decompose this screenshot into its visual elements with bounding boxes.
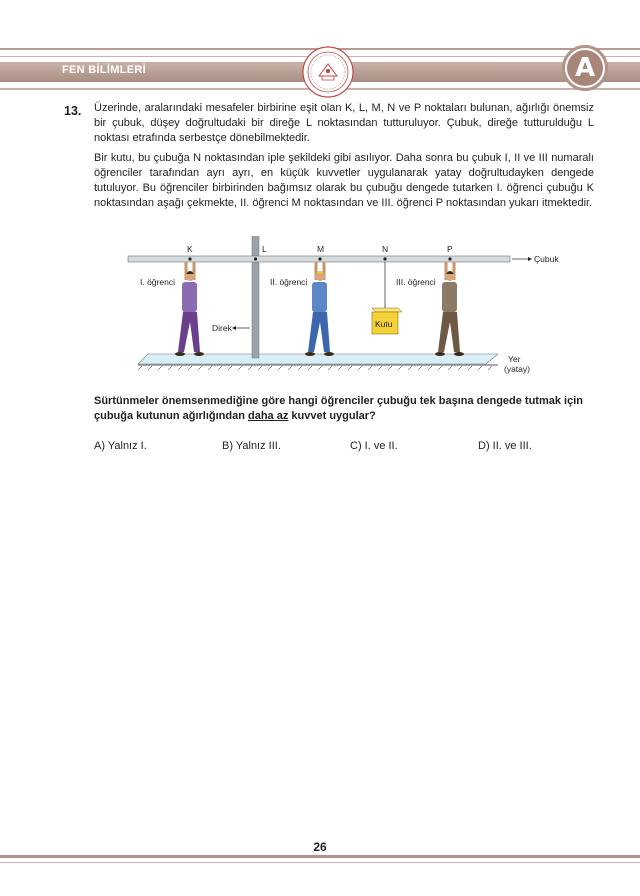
question-number: 13. <box>64 104 82 118</box>
box-top <box>372 308 402 312</box>
point-p-label: P <box>447 244 453 254</box>
booklet-letter: A <box>567 50 603 86</box>
option-a[interactable]: A) Yalnız I. <box>94 440 147 452</box>
question-paragraph-2: Bir kutu, bu çubuğa N noktasından iple şekildeki gibi asılıyor. Daha sonra bu çubuk I, II ve III numaralı öğrenciler tarafından ayrı ayrı, en küçük kuvvetler uygulanarak yatay doğrultudayken dengede tutuluyor. Bu öğrenciler birbirinden bağımsız olarak bu çubuğu dengede tutarken I. öğrenci çubuğu K noktasından aşağı çekmekte, II. öğrenci M noktasından ve III. öğrenci P noktasından yukarı itmektedir. <box>94 152 594 209</box>
rod-label: Çubuk <box>534 254 559 264</box>
box-label: Kutu <box>375 319 393 329</box>
student-3-figure <box>435 262 464 356</box>
point-n-label: N <box>382 244 389 254</box>
prompt-underlined: daha az <box>248 410 289 422</box>
question-paragraph-1: Üzerinde, aralarındaki mesafeler birbirine eşit olan K, L, M, N ve P noktaları bulunan, ağırlığı önemsiz bir çubuk, düşey doğrultudaki bir direğe L noktasından tutturuluyor. Çubuk, direğe tutturulduğu L noktası etrafında serbestçe dönebilmektedir. <box>94 102 594 144</box>
prompt-text-before: Sürtünmeler önemsenmediğine göre hangi öğrenciler çubuğu tek başına dengede tutmak için çubuğa kutunun ağırlığından <box>94 395 583 422</box>
ground-plane <box>138 354 498 364</box>
subject-title: FEN BİLİMLERİ <box>62 64 146 76</box>
ground-hatch <box>138 366 492 370</box>
student-1-figure <box>175 262 204 356</box>
footer-rule <box>0 855 640 858</box>
option-b[interactable]: B) Yalnız III. <box>222 440 281 452</box>
question-prompt <box>94 394 594 424</box>
ground-label: Yer <box>508 354 521 364</box>
pole-label: Direk <box>212 323 232 333</box>
pole <box>252 236 259 358</box>
point-k-label: K <box>187 244 193 254</box>
prompt-text-after: kuvvet uygular? <box>288 410 376 422</box>
rod-pole-figure <box>120 236 560 386</box>
option-c[interactable]: C) I. ve II. <box>350 440 398 452</box>
student-2-figure <box>305 262 334 356</box>
student-3-label: III. öğrenci <box>396 277 436 287</box>
ministry-logo <box>302 46 354 98</box>
point-l-label: L <box>262 244 267 254</box>
point-m-label: M <box>317 244 325 254</box>
footer-thin-rule <box>0 862 640 863</box>
ground-sub-label: (yatay) <box>504 364 530 374</box>
student-2-label: II. öğrenci <box>270 277 308 287</box>
page-number: 26 <box>313 840 327 854</box>
option-d[interactable]: D) II. ve III. <box>478 440 532 452</box>
student-1-label: I. öğrenci <box>140 277 175 287</box>
booklet-type-badge <box>562 45 608 91</box>
